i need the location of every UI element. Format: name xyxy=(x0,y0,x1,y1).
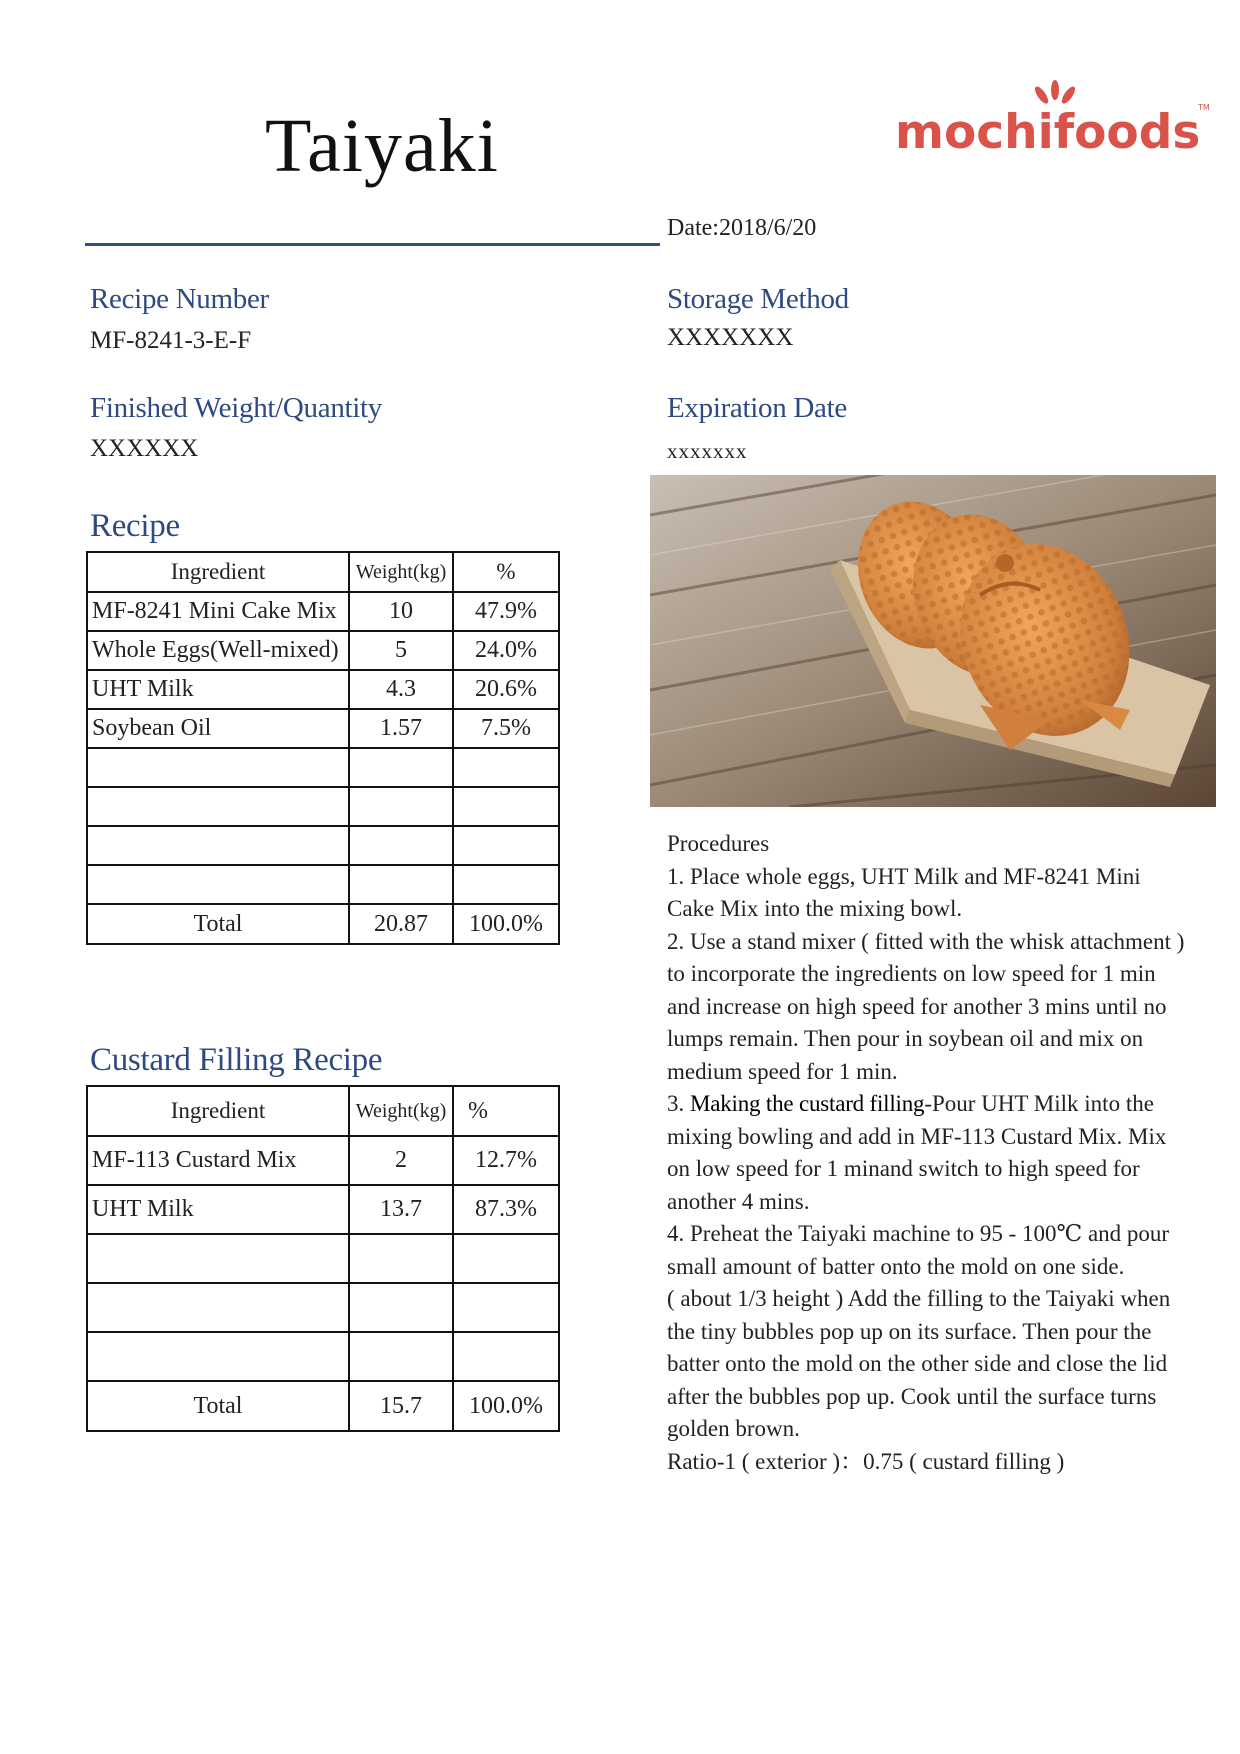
ingredient-cell: UHT Milk xyxy=(87,670,349,709)
date: Date:2018/6/20 xyxy=(667,215,817,241)
taiyaki-photo xyxy=(650,475,1216,807)
procedure-step xyxy=(667,1088,1187,1218)
procedure-step: 2. Use a stand mixer ( fitted with the whisk attachment ) to incorporate the ingredients on low speed for 1 min and increase on high speed for another 3 mins until no lumps remain. Then pour in soybean oil and mix on medium speed for 1 min. xyxy=(667,928,1185,1084)
expiration-date-label: Expiration Date xyxy=(667,392,847,424)
table-row xyxy=(87,787,559,826)
page-title: Taiyaki xyxy=(265,104,499,188)
total-label: Total xyxy=(87,904,349,944)
procedures xyxy=(667,828,1187,1478)
weight-cell xyxy=(349,1283,453,1332)
percent-cell: 12.7% xyxy=(453,1136,559,1185)
custard-table xyxy=(86,1085,560,1432)
column-header: Ingredient xyxy=(87,552,349,592)
recipe-number-value: MF-8241-3-E-F xyxy=(90,327,252,354)
ingredient-cell: UHT Milk xyxy=(87,1185,349,1234)
weight-cell: 13.7 xyxy=(349,1185,453,1234)
total-label: Total xyxy=(87,1381,349,1431)
weight-cell: 4.3 xyxy=(349,670,453,709)
storage-method-label: Storage Method xyxy=(667,283,849,315)
ingredient-cell: Whole Eggs(Well-mixed) xyxy=(87,631,349,670)
weight-cell xyxy=(349,748,453,787)
table-row xyxy=(87,1283,559,1332)
weight-cell: 1.57 xyxy=(349,709,453,748)
weight-cell xyxy=(349,1332,453,1381)
storage-method-value: XXXXXXX xyxy=(667,324,794,351)
custard-heading: Custard Filling Recipe xyxy=(90,1042,383,1078)
ingredient-cell xyxy=(87,1234,349,1283)
finished-weight-value: XXXXXX xyxy=(90,435,199,462)
percent-cell: 7.5% xyxy=(453,709,559,748)
percent-cell xyxy=(453,787,559,826)
mochifoods-logo xyxy=(895,80,1215,160)
table-row xyxy=(87,670,559,709)
percent-cell xyxy=(453,1332,559,1381)
step-emphasis: Making the custard filling xyxy=(690,1091,925,1116)
column-header: Weight(kg) xyxy=(349,1086,453,1136)
title-underline xyxy=(85,243,660,246)
procedure-step: 4. Preheat the Taiyaki machine to 95 - 100℃ and pour small amount of batter onto the mold on one side. xyxy=(667,1221,1170,1279)
ingredient-cell: Soybean Oil xyxy=(87,709,349,748)
weight-cell: 5 xyxy=(349,631,453,670)
step-text: -Pour UHT Milk into the mixing bowling and add in MF-113 Custard Mix. Mix on low speed for 1 minand switch to high speed for another 4 mins. xyxy=(667,1091,1167,1214)
percent-cell xyxy=(453,826,559,865)
table-row xyxy=(87,748,559,787)
table-row xyxy=(87,1234,559,1283)
finished-weight-label: Finished Weight/Quantity xyxy=(90,392,383,424)
column-header: % xyxy=(453,1086,559,1136)
table-row xyxy=(87,592,559,631)
table-row xyxy=(87,631,559,670)
weight-cell: 10 xyxy=(349,592,453,631)
expiration-date-value: xxxxxxx xyxy=(667,439,748,463)
column-header: Ingredient xyxy=(87,1086,349,1136)
column-header: Weight(kg) xyxy=(349,552,453,592)
table-row xyxy=(87,1332,559,1381)
percent-cell: 87.3% xyxy=(453,1185,559,1234)
ingredient-cell xyxy=(87,826,349,865)
weight-cell xyxy=(349,826,453,865)
table-header-row xyxy=(87,1086,559,1136)
weight-cell xyxy=(349,1234,453,1283)
recipe-number-label: Recipe Number xyxy=(90,283,269,315)
table-row xyxy=(87,709,559,748)
percent-cell xyxy=(453,1283,559,1332)
table-row xyxy=(87,865,559,904)
procedures-heading: Procedures xyxy=(667,831,770,856)
recipe-heading: Recipe xyxy=(90,508,180,544)
table-row xyxy=(87,826,559,865)
ingredient-cell: MF-113 Custard Mix xyxy=(87,1136,349,1185)
ingredient-cell xyxy=(87,1332,349,1381)
ingredient-cell xyxy=(87,865,349,904)
table-row xyxy=(87,1185,559,1234)
weight-cell xyxy=(349,865,453,904)
percent-cell: 20.6% xyxy=(453,670,559,709)
table-total-row xyxy=(87,904,559,944)
percent-cell xyxy=(453,865,559,904)
brand-name: mochifoods xyxy=(895,105,1201,160)
total-percent: 100.0% xyxy=(453,1381,559,1431)
table-header-row xyxy=(87,552,559,592)
table-row xyxy=(87,1136,559,1185)
percent-cell: 47.9% xyxy=(453,592,559,631)
ingredient-cell: MF-8241 Mini Cake Mix xyxy=(87,592,349,631)
ratio-note: Ratio-1 ( exterior )：0.75 ( custard filling ) xyxy=(667,1448,1065,1474)
ingredient-cell xyxy=(87,787,349,826)
percent-cell xyxy=(453,748,559,787)
procedure-step: 1. Place whole eggs, UHT Milk and MF-8241 Mini Cake Mix into the mixing bowl. xyxy=(667,863,1141,921)
total-weight: 15.7 xyxy=(349,1381,453,1431)
ingredient-cell xyxy=(87,748,349,787)
column-header: % xyxy=(453,552,559,592)
recipe-table xyxy=(86,551,560,945)
procedure-step: ( about 1/3 height ) Add the filling to the Taiyaki when the tiny bubbles pop up on its surface. Then pour the batter onto the mold on the other side and close the lid after the bubbles pop up. Cook until the surface turns golden brown. xyxy=(667,1286,1171,1441)
total-weight: 20.87 xyxy=(349,904,453,944)
weight-cell xyxy=(349,787,453,826)
percent-cell xyxy=(453,1234,559,1283)
table-total-row xyxy=(87,1381,559,1431)
total-percent: 100.0% xyxy=(453,904,559,944)
step-number: 3. xyxy=(667,1091,690,1116)
percent-cell: 24.0% xyxy=(453,631,559,670)
ingredient-cell xyxy=(87,1283,349,1332)
weight-cell: 2 xyxy=(349,1136,453,1185)
flower-icon xyxy=(1033,80,1078,106)
trademark-mark: TM xyxy=(1198,103,1210,112)
